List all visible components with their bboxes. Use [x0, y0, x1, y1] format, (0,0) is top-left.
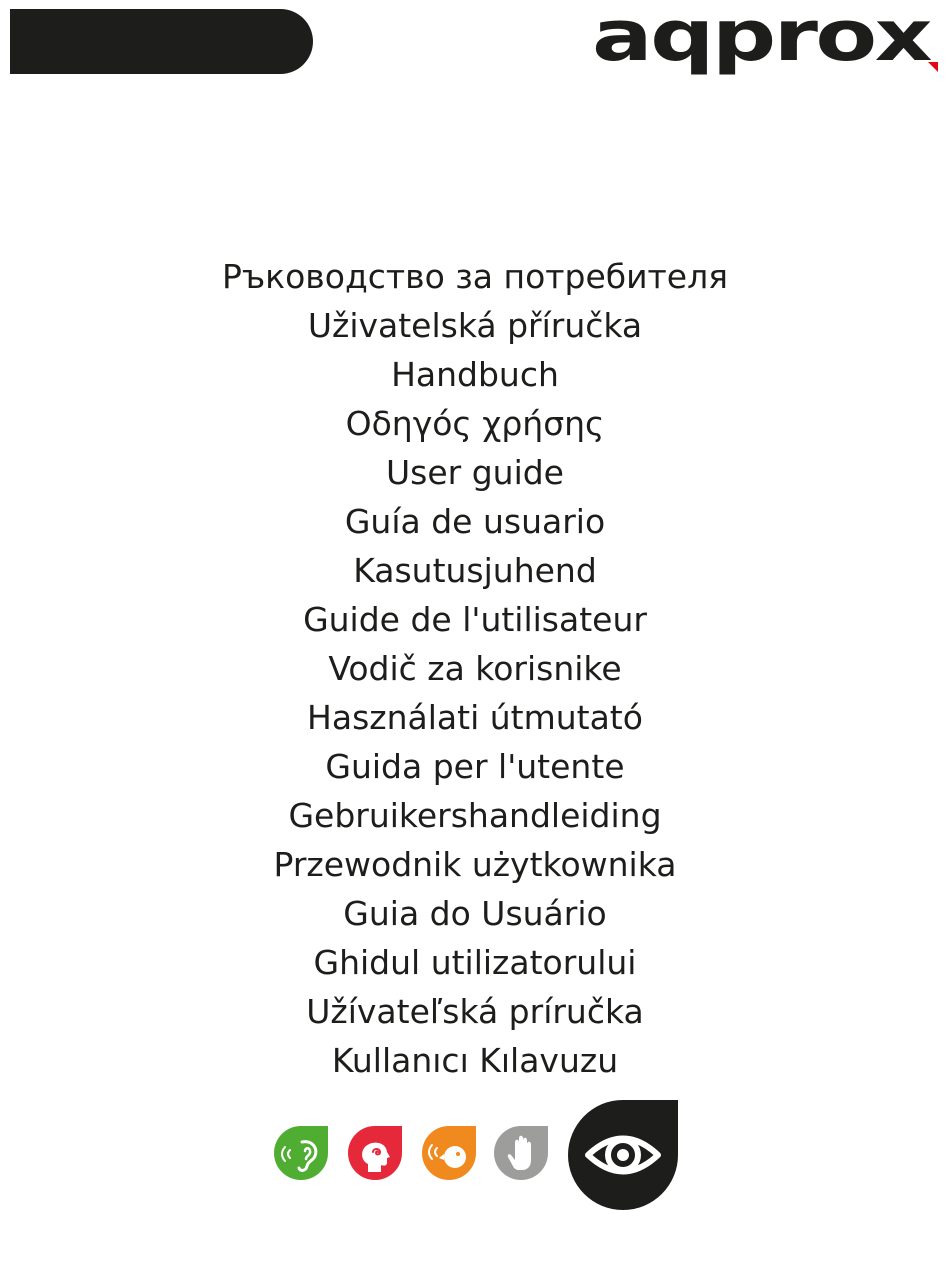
aqprox-logo — [590, 0, 940, 90]
title-greek: Οδηγός χρήσης — [345, 404, 605, 443]
manual-title-list — [0, 252, 950, 1085]
title-turkish: Kullanıcı Kılavuzu — [331, 1041, 619, 1080]
title-english: User guide — [386, 453, 564, 492]
title-polish: Przewodnik użytkownika — [273, 845, 677, 884]
hearing-icon — [272, 1124, 330, 1182]
title-hungarian: Használati útmutató — [307, 698, 643, 737]
touch-icon — [492, 1124, 550, 1182]
title-german: Handbuch — [391, 355, 559, 394]
title-french: Guide de l'utilisateur — [303, 600, 647, 639]
title-slovak: Užívateľská príručka — [306, 992, 644, 1031]
title-estonian: Kasutusjuhend — [353, 551, 597, 590]
top-banner-bar — [10, 9, 313, 74]
logo-text: aqprox — [592, 0, 933, 77]
title-portuguese: Guia do Usuário — [343, 894, 607, 933]
title-dutch: Gebruikershandleiding — [288, 796, 662, 835]
eye-icon — [568, 1100, 678, 1210]
speaking-icon — [420, 1124, 478, 1182]
mind-icon — [346, 1124, 404, 1182]
title-spanish: Guía de usuario — [344, 502, 606, 541]
title-italian: Guida per l'utente — [325, 747, 625, 786]
title-romanian: Ghidul utilizatorului — [313, 943, 637, 982]
title-croatian: Vodič za korisnike — [328, 649, 622, 688]
title-bulgarian: Ръководство за потребителя — [221, 257, 729, 296]
title-czech: Uživatelská příručka — [307, 306, 643, 345]
